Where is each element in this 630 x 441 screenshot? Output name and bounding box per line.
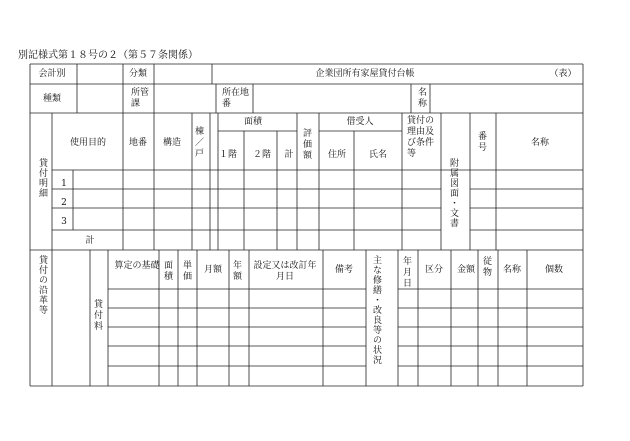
label-juubutsu: 従物 (483, 257, 493, 278)
row-number-3: 3 (61, 217, 67, 227)
label-nikai: ２階 (252, 150, 272, 160)
label-santei-kiso: 算定の基礎 (114, 261, 160, 271)
label-getsugaku: 月額 (203, 265, 223, 275)
label-kubun: 区分 (424, 265, 444, 275)
label-kashitsuke-meisai: 貸付明細 (37, 158, 47, 198)
label-kouzou: 構造 (162, 138, 182, 148)
label-jusho: 住所 (327, 150, 347, 160)
label-kashitsuke-riyuu: 貸付の理由及び条件等 (407, 116, 435, 159)
label-kashitsuke-enkaku: 貸付の沿革等 (37, 255, 47, 315)
label-bikou: 備考 (334, 265, 354, 275)
form-caption: 別記様式第１８号の２（第５７条関係） (18, 50, 198, 61)
label-kosuu: 個数 (544, 265, 564, 275)
row-number-2: 2 (61, 198, 67, 208)
label-shuyou-shuuzen: 主な修繕・改良等の状況 (371, 255, 381, 365)
label-kashitsukeryou: 貸付料 (94, 300, 104, 332)
row-number-1: 1 (61, 179, 67, 189)
label-ikkai: １階 (218, 150, 238, 160)
label-kei-menseki: 計 (284, 150, 294, 160)
label-meishou-upper: 名称 (530, 138, 550, 148)
label-kaikeibetsu: 会計別 (38, 69, 66, 79)
label-shimei: 氏名 (368, 150, 388, 160)
label-shozaichiban: 所在地番 (222, 88, 250, 109)
ledger-title: 企業団所有家屋貸付台帳 (315, 69, 415, 79)
label-fuzoku-zumen: 附属図面・文書 (448, 158, 458, 228)
label-menseki-group: 面積 (243, 117, 263, 127)
label-total-row: 計 (85, 236, 95, 246)
label-meishou-lower: 名称 (502, 265, 522, 275)
label-shokan-ka: 所管課 (131, 88, 150, 109)
label-nengaku: 年額 (233, 261, 243, 282)
label-shiyou-mokuteki: 使用目的 (69, 138, 107, 148)
label-tanka: 単価 (183, 261, 193, 282)
label-bunrui: 分類 (128, 69, 148, 79)
label-meishou-header: 名称 (418, 88, 428, 109)
label-mune-ko: 棟／戸 (195, 127, 205, 159)
label-nengappi: 年月日 (403, 257, 413, 289)
label-menseki-lower: 面積 (164, 261, 174, 282)
label-bangou: 番号 (478, 132, 488, 153)
label-shurui: 種類 (42, 94, 62, 104)
label-hyouka-gaku: 評価額 (303, 129, 313, 161)
label-shakunin: 借受人 (346, 117, 374, 127)
label-settei-kaitei: 設定又は改訂年月日 (253, 261, 317, 282)
label-omote: （表） (549, 69, 577, 79)
label-chiban: 地番 (128, 138, 148, 148)
label-kingaku: 金額 (456, 265, 476, 275)
